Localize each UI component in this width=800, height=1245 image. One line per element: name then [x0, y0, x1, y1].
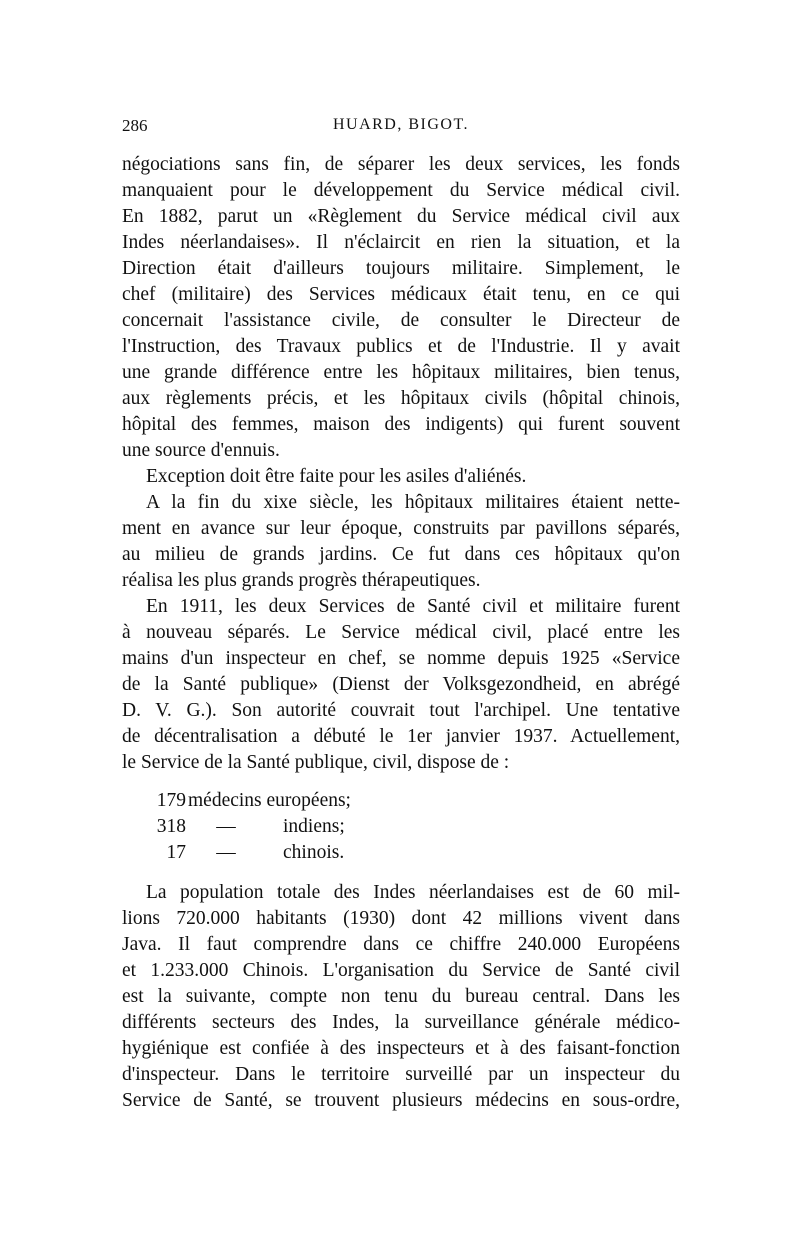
page-header	[122, 116, 680, 142]
paragraph	[122, 880, 680, 1114]
text-line: une grande différence entre les hôpitaux militaires, bien tenus,	[122, 362, 680, 383]
text-line: réalisa les plus grands progrès thérapeutiques.	[122, 570, 481, 591]
list-item	[122, 840, 680, 866]
paragraph	[122, 152, 680, 464]
text-line: D. V. G.). Son autorité couvrait tout l'archipel. Une tentative	[122, 700, 680, 721]
running-head: HUARD, BIGOT.	[332, 116, 470, 133]
text-line: l'Instruction, des Travaux publics et de l'Industrie. Il y avait	[122, 336, 680, 357]
text-line: aux règlements précis, et les hôpitaux civils (hôpital chinois,	[122, 388, 680, 409]
list-label: indiens;	[283, 816, 345, 837]
ditto-dash: —	[216, 842, 236, 863]
list-count: 318	[156, 816, 186, 837]
text-line: à nouveau séparés. Le Service médical civil, placé entre les	[122, 622, 680, 643]
text-line: de la Santé publique» (Dienst der Volksgezondheid, en abrégé	[122, 674, 680, 695]
text-line: hygiénique est confiée à des inspecteurs et à des faisant-fonction	[122, 1038, 680, 1059]
text-line: concernait l'assistance civile, de consulter le Directeur de	[122, 310, 680, 331]
text-line: négociations sans fin, de séparer les deux services, les fonds	[122, 154, 680, 175]
text-line: et 1.233.000 Chinois. L'organisation du Service de Santé civil	[122, 960, 680, 981]
paragraph	[122, 594, 680, 776]
text-line: En 1882, parut un «Règlement du Service médical civil aux	[122, 206, 680, 227]
list-count: 17	[166, 842, 186, 863]
text-line: une source d'ennuis.	[122, 440, 280, 461]
page-body	[122, 152, 680, 1114]
text-line: Service de Santé, se trouvent plusieurs médecins en sous-ordre,	[122, 1090, 680, 1111]
text-line: est la suivante, compte non tenu du bureau central. Dans les	[122, 986, 680, 1007]
paragraph	[122, 464, 680, 490]
ditto-dash: —	[216, 816, 236, 837]
text-line: de décentralisation a débuté le 1er janvier 1937. Actuellement,	[122, 726, 680, 747]
text-line: La population totale des Indes néerlandaises est de 60 mil-	[146, 882, 680, 903]
text-line: le Service de la Santé publique, civil, dispose de :	[122, 752, 510, 773]
list-label: chinois.	[283, 842, 345, 863]
text-line: En 1911, les deux Services de Santé civil et militaire furent	[146, 596, 680, 617]
text-line: A la fin du xixe siècle, les hôpitaux militaires étaient nette-	[146, 492, 680, 513]
text-line: Java. Il faut comprendre dans ce chiffre 240.000 Européens	[122, 934, 680, 955]
text-line: lions 720.000 habitants (1930) dont 42 millions vivent dans	[122, 908, 680, 929]
text-line: Direction était d'ailleurs toujours militaire. Simplement, le	[122, 258, 680, 279]
text-line: différents secteurs des Indes, la surveillance générale médico-	[122, 1012, 680, 1033]
statistics-list	[122, 788, 680, 866]
text-line: au milieu de grands jardins. Ce fut dans ces hôpitaux qu'on	[122, 544, 680, 565]
paragraph	[122, 490, 680, 594]
list-label: médecins européens;	[188, 790, 351, 811]
text-line: Exception doit être faite pour les asiles d'aliénés.	[146, 466, 527, 487]
list-item	[122, 814, 680, 840]
text-line: d'inspecteur. Dans le territoire surveillé par un inspecteur du	[122, 1064, 680, 1085]
text-line: Indes néerlandaises». Il n'éclaircit en rien la situation, et la	[122, 232, 680, 253]
text-line: mains d'un inspecteur en chef, se nomme depuis 1925 «Service	[122, 648, 680, 669]
list-item	[122, 788, 680, 814]
text-line: ment en avance sur leur époque, construits par pavillons séparés,	[122, 518, 680, 539]
page-number: 286	[122, 116, 148, 135]
text-line: hôpital des femmes, maison des indigents) qui furent souvent	[122, 414, 680, 435]
text-line: chef (militaire) des Services médicaux était tenu, en ce qui	[122, 284, 680, 305]
list-count: 179	[156, 790, 186, 811]
text-line: manquaient pour le développement du Service médical civil.	[122, 180, 680, 201]
